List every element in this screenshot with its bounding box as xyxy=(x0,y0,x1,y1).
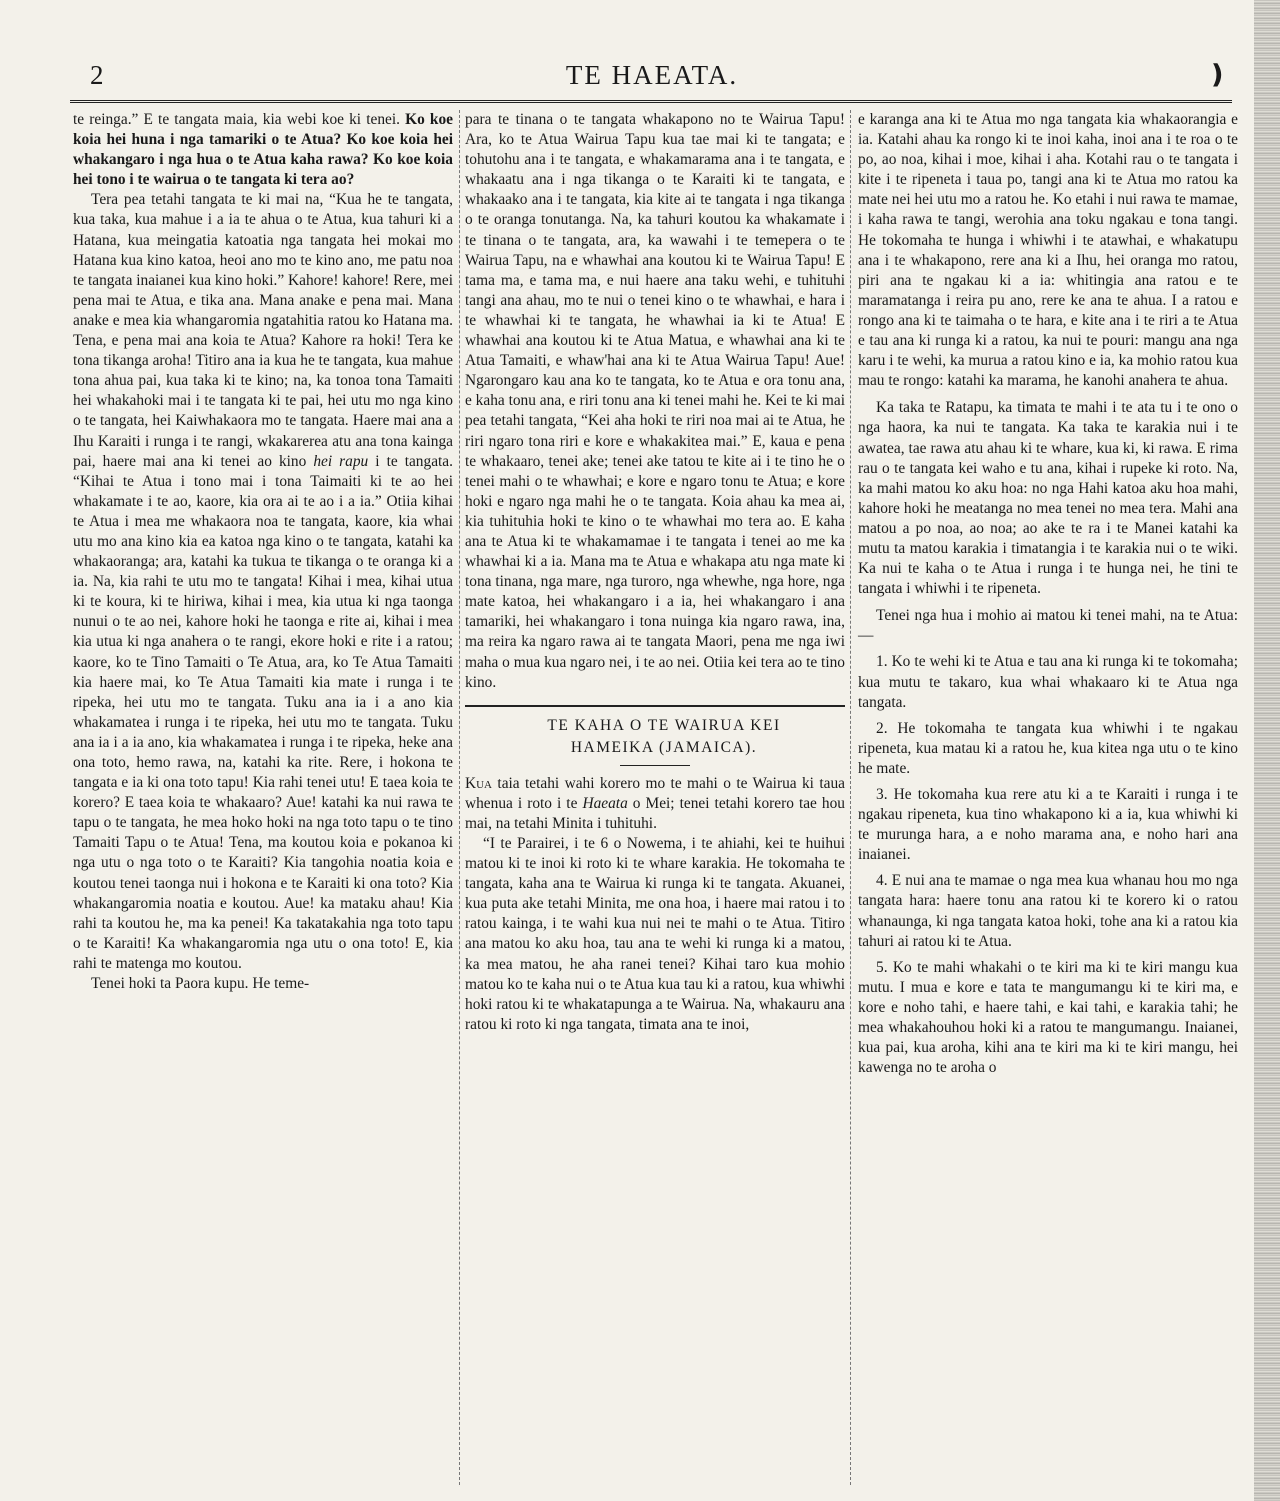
col1-paragraph-1 xyxy=(73,110,453,190)
page-header xyxy=(68,56,1236,96)
column-1 xyxy=(73,110,453,994)
col3-paragraph-2: Ka taka te Ratapu, ka timata te mahi i te ata tu i te ono o nga haora, ka nui te tangata. Ka taka te karakia nui i te awatea, tae rawa atu ahau ki te whare, kua ki, ki rawa. E rima rau o te tangata kei waho e tu ana, kihai i rupeke ki roto. Na, ka mahi matou ko aku hoa: no nga Hahi katoa aku hoa mahi, kahore hoki he meatanga no mea tenei no mea tera. Mahi ana matou a po noa, ao noa; ao ake te ra i te Manei katahi ka mutu ta matou karakia i timatangia i te karakia nui o te wiki. Ka nui te kaha o te Atua i runga i te hunga nei, he tini te tangata i whiwhi i te ripeneta. xyxy=(858,399,1238,598)
section-paragraph-1 xyxy=(465,774,845,834)
col1-p2-italic: hei rapu xyxy=(313,452,369,470)
column-divider-1 xyxy=(459,110,460,1485)
col3-item-3: 3. He tokomaha kua rere atu ki a te Karaiti i runga i te ngakau ripeneta, kua tino whakapono ki a ia, kua whiwhi ki te murunga hara, a e noho marama ana, e noho hari ana inaianei. xyxy=(858,786,1238,864)
section-rule xyxy=(465,705,845,707)
column-divider-2 xyxy=(850,110,851,1485)
col3-item-2: 2. He tokomaha te tangata kua whiwhi i te ngakau ripeneta, kua matau ki a ratou he, kua kitea nga utu o te kino he mate. xyxy=(858,719,1238,777)
col3-paragraph-1: e karanga ana ki te Atua mo nga tangata kia whakaorangia e ia. Katahi ahau ka rongo ki te inoi kaha, inoi ana i te roa o te po, ao noa, kihai i moe, kihai i aha. Kotahi rau o te tangata i kite i te ripeneta i taua po, tangi ana ki te Atua mo ratou ka mate nei hei utu mo a ratou he. Ko etahi i nui rawa te mamae, i kaha rawa te tangi, werohia ana toku ngakau e tona tangi. He tokomaha te hunga i whiwhi i te atawhai, e whakatupu ana i te whakapono, rere ana ki a Ihu, hei oranga mo ratou, piri ana te ngakau ki a ia: whitingia ana ratou e te maramatanga i reira pu ano, rere ke ana te ahua. I a ratou e rongo ana ki te taimaha o te hara, e kite ana i te riri a te Atua e tau ana ki runga ki a ratou, ka nui te pouri: mangu ana nga karu i te wehi, ka murua a ratou kino e ia, ka mohio ratou kua mau te rongo: katahi ka marama, he kanohi anahera te ahua. xyxy=(858,111,1238,390)
col1-p2-text: Tera pea tetahi tangata te ki mai na, “Kua he te tangata, kua taka, kua mahue i a ia te ahua o te Atua, kua tahuri ki a Hatana, kua meingatia katoatia nga tangata hei mokai mo Hatana kua kino katoa, heoi ano mo te kino ano, me patu noa te tangata inaianei kua kino hoki.” Kahore! kahore! Rere, mei pena mai te Atua, e tika ana. Mana anake e pena mai. Mana anake e mea kia whangaromia ngatahitia ratou ko Hatana ma. Tena, e pena mai ana koia te Atua? Kahore ra hoki! Tera ke tona tikanga aroha! Titiro ana ia kua he te tangata, kua mahue tona ahua pai, kua taka ki te kino; na, ka tonoa tona Tamaiti hei whakahoki mai i te tangata ki te pai, hei utu mo nga kino o te tangata, hei Kaiwhakaora mo te tangata. Haere mai ana a Ihu Karaiti i runga i te rangi, wkakarerea atu ana tona kainga pai, haere mai ana ki tenei ao kino xyxy=(73,191,453,470)
col1-paragraph-2 xyxy=(73,190,453,974)
col3-paragraph-3: Tenei nga hua i mohio ai matou ki tenei mahi, na te Atua:— xyxy=(858,607,1238,645)
col1-p1-text: te reinga.” E te tangata maia, kia webi koe ki tenei. xyxy=(73,111,406,128)
col1-p2-tail: i te tangata. “Kihai te Atua i tono mai i tona Taimaiti ki te ao hei whakamate i te ao, kaore, kia ora ai te ao i a ia.” Otiia kihai te Atua i mea me whakaora noa te tangata, kaore, kia whai utu mo ana kino kia ea katoa nga kino o te tangata, katahi ka whakaoranga; ara, katahi ka tukua te tikanga o te oranga ki a ia. Na, kia rahi te utu mo te tangata! Kihai i mea, kihai utua ki te koura, ki te hiriwa, kihai i mea, kia utua ki nga taonga nunui o te ao nei, kahore hoki he taonga e rite ai, kihai i mea kia utua ki nga anahera o te rangi, ekore hoki e rite i a ratou; kaore, ko te Tino Tamaiti o Te Atua, ara, ko Te Atua Tamaiti kia haere mai, ko Te Atua Tamaiti kia mate i runga i te ripeka, hei utu mo te tangata. Tuku ana ia i a ano kia whakamatea i runga i te ripeka, hei utu mo te tangata. Tuku ana ia i a ia ano, kia whakamatea i runga i te ripeka, heke ana ona toto, hemo rawa, na, katahi ka rite. Rere, i hokona te tangata e ia ki ona toto tapu! Kia rahi tenei utu! E taea koia te korero? E taea koia te whakaaro? Aue! katahi ka nui rawa te tapu o te tangata, he mea hoko hoki na nga toto tapu o te tino Tamaiti Tapu o te Atua! Tena, ma koutou koia e pokanoa ki nga utu o nga toto o te Karaiti? Kia tangohia noatia koia e koutou tenei taonga nui i hokona e te Karaiti ki ona toto? Kia whakangaromia noatia e koutou. Aue! ka mataku ahau! Kia rahi ta koutou he, ma ka penei! Ka takatakahia nga toto tapu o te Karaiti! Ka whakangaromia nga utu o ona toto! E, kia rahi te matenga mo koutou. xyxy=(73,452,453,972)
section-paragraph-2: “I te Parairei, i te 6 o Nowema, i te ahiahi, kei te huihui matou ki te inoi ki roto ki te whare karakia. He tokomaha te tangata, kaha ana te Wairua ki runga ki te tangata. Akuanei, kua puta ake tetahi Minita, me ona hoa, i haere mai ratou i to ratou kainga, i te wahi kua nui nei te mahi o te Atua. Titiro ana matou ko aku hoa, tau ana te wehi ki runga ki a matou, ka mea matou, he aha ranei tenei? Kihai taro kua mohio matou ko te kaha nui o te Atua kua tau ki a ratou, kua whiwhi hoki ratou ki te whakatapunga a te Wairua. Na, whakauru ana ratou ki roto ki nga tangata, timata ana te inoi, xyxy=(465,835,845,1033)
header-rule xyxy=(70,100,1232,103)
section-lead-word: Kua xyxy=(465,774,493,792)
section-title-line-1: TE KAHA O TE WAIRUA KEI xyxy=(547,716,781,734)
col1-p1-bold: Ko koe koia hei huna i nga tamariki o te Atua? Ko koe koia hei whakangaro i nga hua o te Atua kaha rawa? Ko koe koia hei tono i te wairua o te tangata ki tera ao? xyxy=(73,111,453,189)
col3-item-4: 4. E nui ana te mamae o nga mea kua whanau hou mo nga tangata hara: haere tonu ana ratou ki te korero ki o ratou whanaunga, ki nga tangata katoa hoki, tohe ana ki a ratou kia tahuri ai ratou ki te Atua. xyxy=(858,872,1238,950)
page-title: TE HAEATA. xyxy=(565,60,739,90)
col2-paragraph-1: para te tinana o te tangata whakapono no te Wairua Tapu! Ara, ko te Atua Wairua Tapu kua tae mai ki te tangata; e tohutohu ana i te tangata, e whakamarama ana i te tangata, e whakaatu ana i nga tikanga o te Karaiti ki te tangata, e whakaako ana i te tangata, kia kite ai te tangata i nga tikanga o te oranga tonutanga. Na, ka tahuri koutou ka whakamate i te tinana o te tangata, ara, ka wawahi i te temepera o te Wairua Tapu, na e whawhai ana koutou ki te Wairua Tapu! E tama ma, e tama ma, e nui haere ana taku wehi, e tuhituhi tangi ana ahau, mo te nui o tenei kino o te whawhai, e hara i te whawhai ki te tangata, he whawhai ia ki te Atua! E whawhai ana koutou ki te Atua Matua, e whawhai ana ki te Atua Tamaiti, e whaw'hai ana ki te Atua Wairua Tapu! Aue! Ngarongaro kau ana ko te tangata, ko te Atua e ora tonu ana, e kaha tonu ana, e riri tonu ana ki tenei mahi he. Kei te ki mai pea tetahi tangata, “Kei aha hoki te riri noa mai ai te Atua, he riri ngaro tona riri e kore e whakakitea mai.” E, kaua e pena te whakaaro, tenei ake; tenei ake tatou te kite ai i te tino he o tenei mahi o te whawhai; e kore e ngaro tonu te Atua; e kore hoki e ngaro nga mahi he o te tangata. Koia ahau ka mea ai, kia tuhituhia hoki te kino o te whawhai mo tera ao. E kaha ana te Atua ki te whakamamae i te tangata i tenei ao me ka whawhai ki a ia. Mana ma te Atua e whakapa atu nga mate ki tona tinana, nga mare, nga turoro, nga whewhe, nga hore, nga mate katoa, hei whakangaro i a ia, hei whakangaro i ana tamariki, hei whakangaro i tona nuinga kia ngaro rawa, ina, ma reira ka ngaro rawa ai te tangata Maori, pena me nga iwi maha o mua kua ngaro nei, i te ao nei. Otiia kei tera ao te tino kino. xyxy=(465,111,845,691)
section-title-line-2: HAMEIKA (JAMAICA). xyxy=(570,738,758,756)
column-2 xyxy=(465,110,845,1035)
section-p1-text-b: o Mei; tenei tetahi korero tae hou mai, na tetahi Minita i tuhituhi. xyxy=(465,794,845,832)
page-edge-scan xyxy=(1254,0,1280,1501)
page-number: 2 xyxy=(90,60,104,90)
section-p1-text-a: taia tetahi wahi korero mo te mahi o te Wairua ki taua whenua i roto i te xyxy=(465,774,845,812)
col3-item-5: 5. Ko te mahi whakahi o te kiri ma ki te kiri mangu kua mutu. I mua e kore e tata te mangumangu ki te kiri ma, e kore e noho tahi, e haere tahi, e kai tahi, e karakia tahi; he mea whakahouhou hoki ki a ratou te mangumangu. Inaianei, kua pai, kua aroha, kihi ana te kiri ma ki te kiri mangu, hei kawenga no te aroha o xyxy=(858,958,1238,1077)
section-short-rule xyxy=(620,765,690,766)
header-mark: ❫ xyxy=(1206,60,1228,89)
column-3 xyxy=(858,110,1238,1078)
col3-item-1: 1. Ko te wehi ki te Atua e tau ana ki runga ki te tokomaha; kua mutu te takaro, kua whai whakaaro ki te Atua nga tangata. xyxy=(858,653,1238,711)
section-p1-italic: Haeata xyxy=(582,794,628,812)
col1-paragraph-3: Tenei hoki ta Paora kupu. He teme- xyxy=(91,975,310,993)
